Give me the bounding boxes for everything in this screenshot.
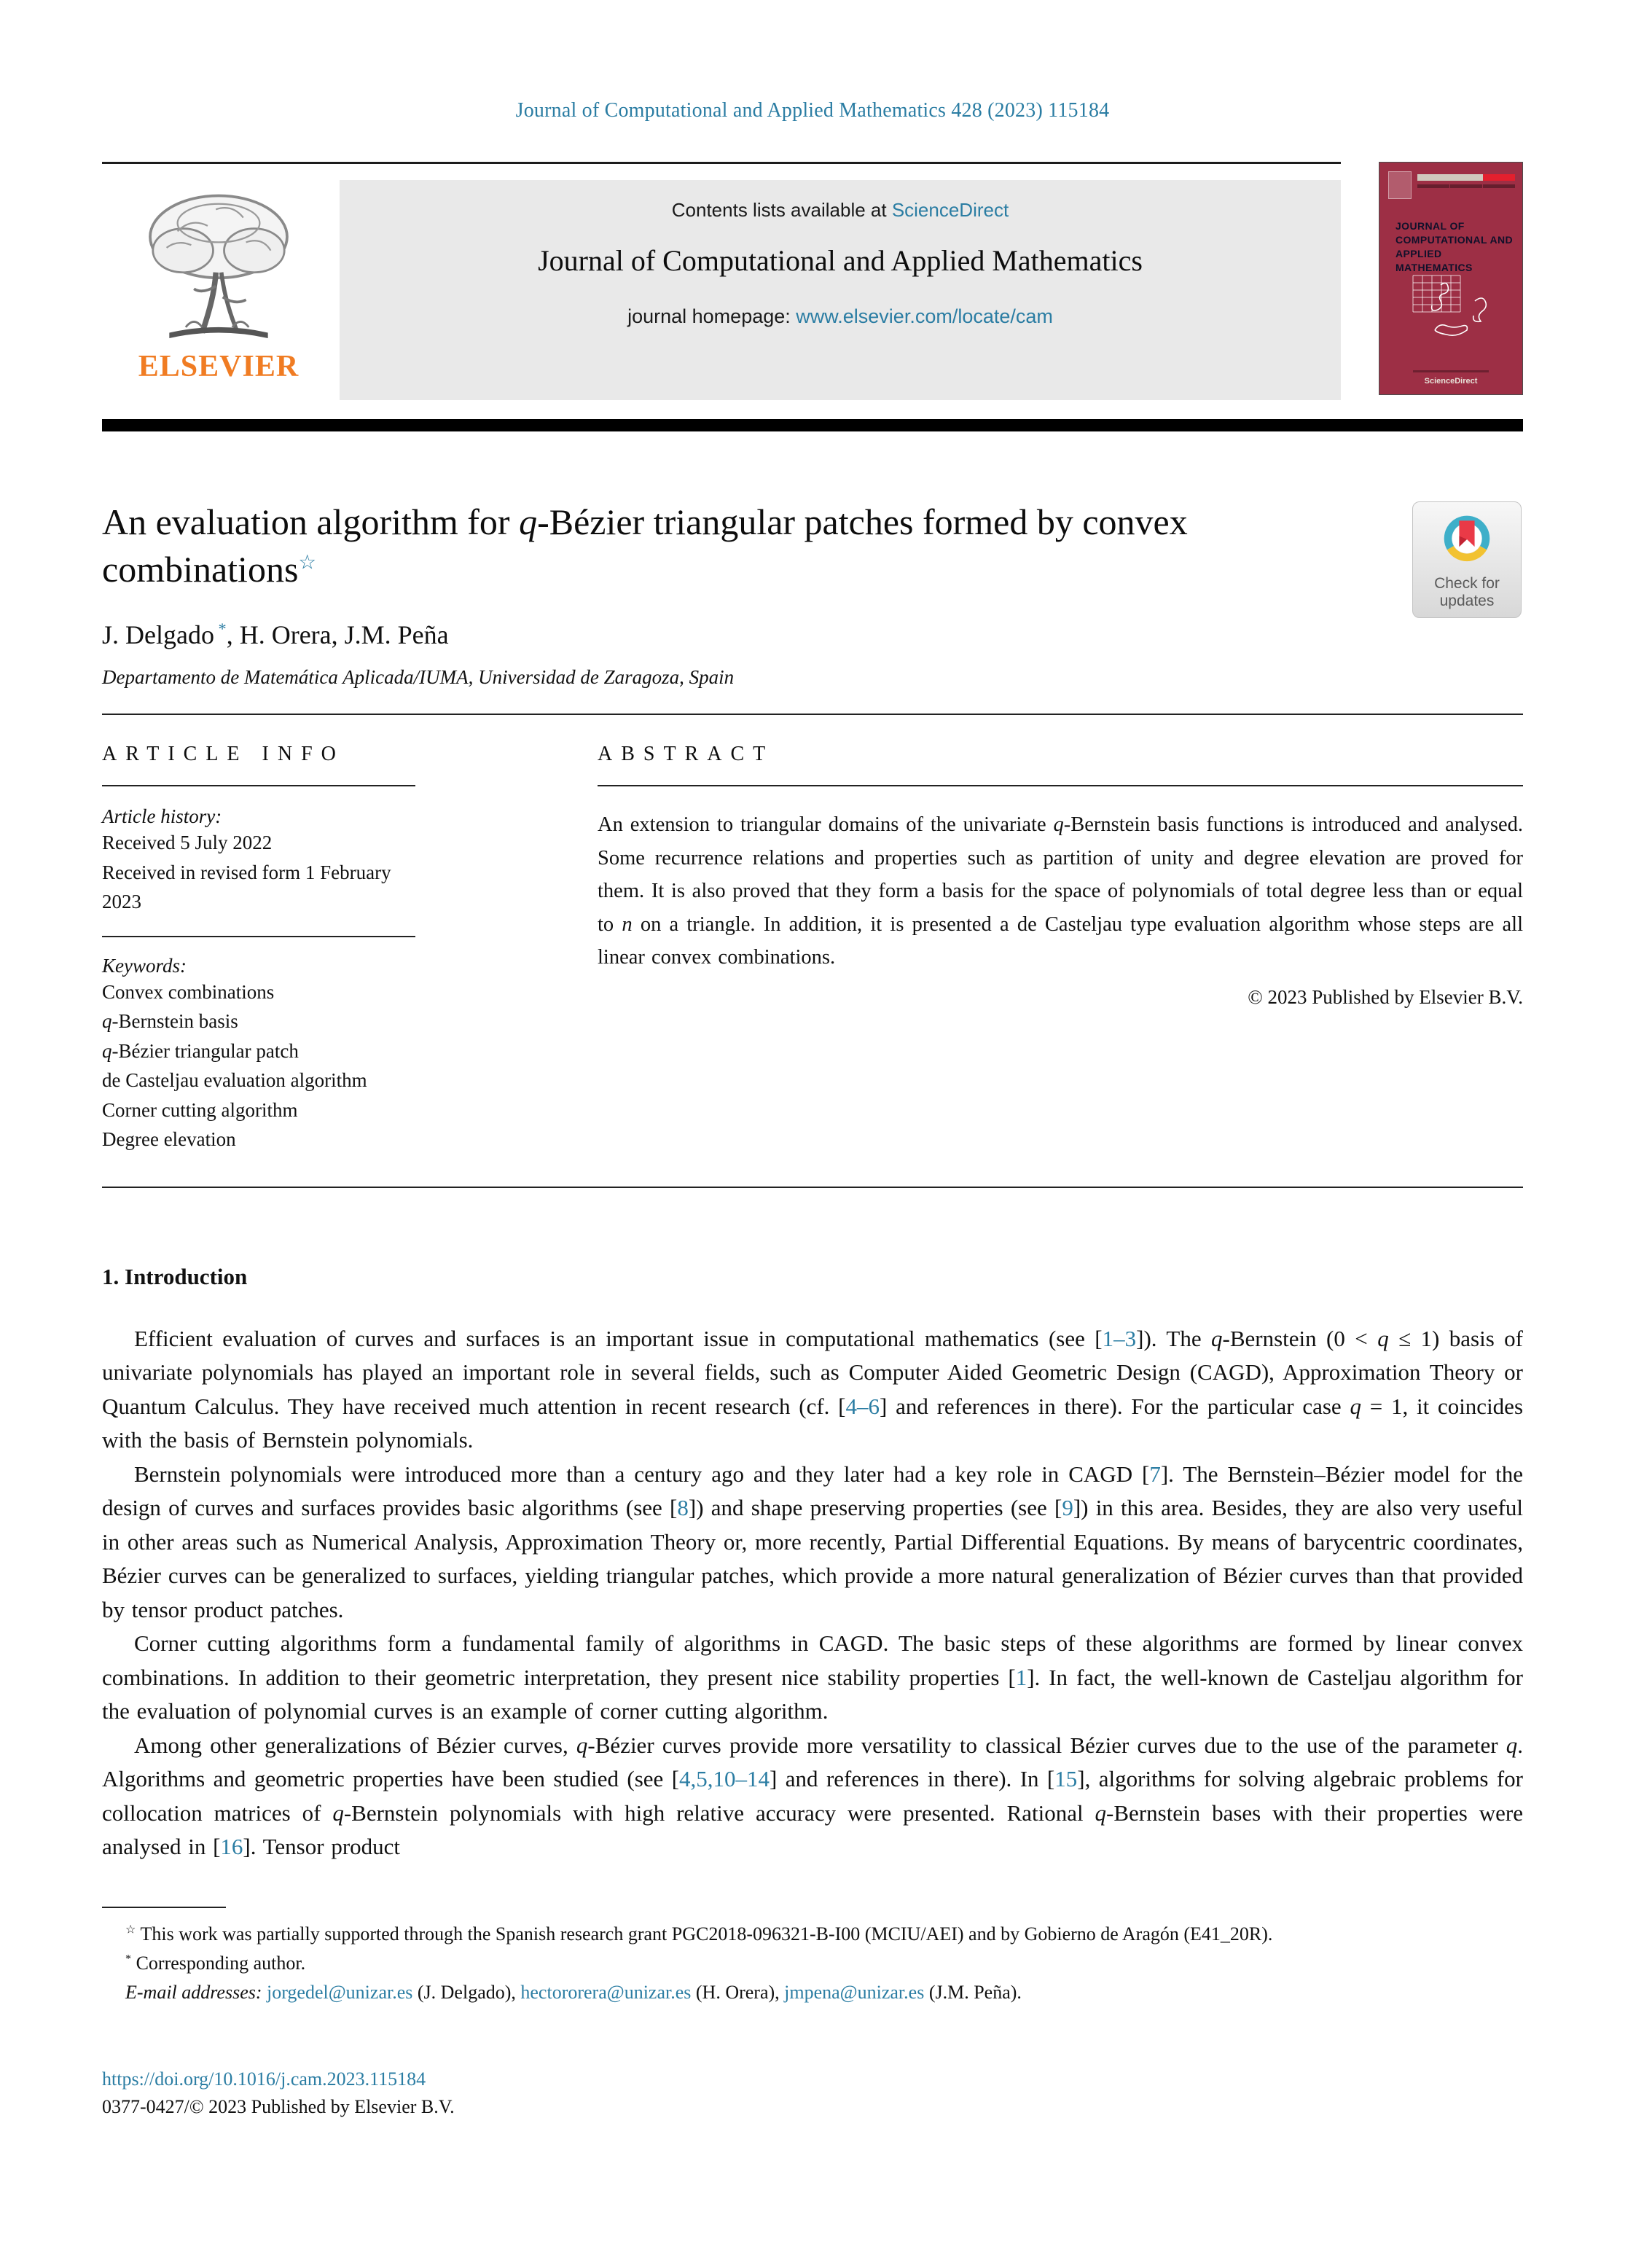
inline-link[interactable]: jorgedel@unizar.es (267, 1982, 413, 2004)
article-info-rule (102, 785, 415, 786)
journal-citation: Journal of Computational and Applied Mathematics 428 (2023) 115184 (515, 99, 1110, 122)
homepage-prefix: journal homepage: (627, 305, 796, 327)
check-for-updates-badge[interactable] (1412, 501, 1522, 618)
check-badge-text: Check for updates (1434, 575, 1500, 610)
inline-link[interactable]: 8 (677, 1495, 689, 1520)
inline-link[interactable]: * (214, 620, 227, 638)
intro-paragraph: Bernstein polynomials were introduced more than a century ago and they later had a key role in CAGD [7]. The Bernstein–Bézier model for the design of curves and surfaces provides basic algorithms (see [8]) and shape preserving properties (see [9]) in this area. Besides, they are also very useful in other areas such as Numerical Analysis, Approximation Theory or, more recently, Partial Differential Equations. By means of barycentric coordinates, Bézier curves can be generalized to surfaces, yielding triangular patches, which provide a more natural generalization of Bézier curves than that provided by tensor product patches. (102, 1461, 1524, 1622)
banner-journal-title: Journal of Computational and Applied Mathematics (538, 244, 1143, 277)
footnote-grant: ☆ This work was partially supported through the Spanish research grant PGC2018-096321-B-I00 (MCIU/AEI) and by Gobierno de Aragón (E41_20R). (125, 1923, 1273, 1945)
journal-banner (102, 162, 1523, 400)
article-info-column (102, 743, 415, 1154)
inline-link[interactable]: 15 (1054, 1766, 1078, 1791)
elsevier-logo (102, 180, 335, 400)
footnote-separator (102, 1907, 226, 1908)
banner-main (102, 162, 1341, 400)
section-heading-introduction: 1. Introduction (102, 1263, 248, 1289)
intro-paragraph: Corner cutting algorithms form a fundamental family of algorithms in CAGD. The basic steps of these algorithms are formed by linear convex combinations. In addition to their geometric interpretation, they present nice stability properties [1]. In fact, the well-known de Casteljau algorithm for the evaluation of polynomial curves is an example of corner cutting algorithm. (102, 1630, 1523, 1724)
cover-sciencedirect-label: ScienceDirect (1424, 377, 1478, 386)
inline-link[interactable]: 4,5,10–14 (679, 1766, 770, 1791)
author-list: J. Delgado *, H. Orera, J.M. Peña (102, 620, 449, 649)
abstract-column (598, 743, 1523, 1154)
homepage-link[interactable]: www.elsevier.com/locate/cam (796, 305, 1053, 327)
inline-link[interactable]: 7 (1149, 1461, 1161, 1487)
article-info-heading: ARTICLE INFO (102, 743, 345, 765)
inline-link[interactable]: ☆ (298, 550, 317, 574)
abstract-text: An extension to triangular domains of the univariate q-Bernstein basis functions is introduced and analysed. Some recurrence relations and properties such as partition of unity and degree elevation are proved for them. It is also proved that they form a basis for the space of polynomials of total degree less than or equal to n on a triangle. In addition, it is presented a de Casteljau type evaluation algorithm whose steps are all linear convex combinations. (598, 813, 1524, 969)
keyword-item: Corner cutting algorithm (102, 1098, 298, 1121)
rule-below-info (102, 1187, 1523, 1188)
banner-divider-bar (102, 419, 1523, 431)
inline-link[interactable]: 16 (220, 1834, 243, 1859)
history-item: Received in revised form 1 February 2023 (102, 861, 391, 912)
banner-gray-box (340, 180, 1341, 400)
keywords-label: Keywords: (102, 954, 187, 977)
inline-link[interactable]: jmpena@unizar.es (784, 1982, 925, 2004)
sciencedirect-link[interactable]: ScienceDirect (891, 199, 1009, 221)
intro-paragraph: Among other generalizations of Bézier curves, q-Bézier curves provide more versatility to classical Bézier curves due to the use of the parameter q. Algorithms and geometric properties have been studied (see [4,5,10–14] and references in there). In [15], algorithms for solving algebraic problems for collocation matrices of q-Bernstein polynomials with high relative accuracy were presented. Rational q-Bernstein bases with their properties were analysed in [16]. Tensor product (102, 1732, 1524, 1859)
issn-copyright-line: 0377-0427/© 2023 Published by Elsevier B.V. (102, 2096, 455, 2118)
keyword-item: q-Bézier triangular patch (102, 1039, 299, 1062)
elsevier-wordmark: ELSEVIER (138, 350, 300, 383)
cover-top-bar-accent (1483, 174, 1515, 181)
keywords-rule (102, 936, 415, 937)
inline-link[interactable]: hectororera@unizar.es (520, 1982, 692, 2004)
footnote-emails: E-mail addresses: jorgedel@unizar.es (J. Delgado), hectororera@unizar.es (H. Orera), jmpena@unizar.es (J.M. Peña). (125, 1982, 1022, 2004)
footnote-corresponding-author: * Corresponding author. (125, 1952, 306, 1974)
keyword-item: q-Bernstein basis (102, 1010, 238, 1032)
keyword-item: de Casteljau evaluation algorithm (102, 1069, 367, 1091)
contents-prefix: Contents lists available at (671, 199, 892, 221)
cover-journal-title: JOURNAL OF COMPUTATIONAL AND APPLIED MATHEMATICS (1395, 220, 1514, 273)
cover-elsevier-mark (1388, 171, 1412, 199)
history-item: Received 5 July 2022 (102, 832, 273, 853)
keyword-item: Convex combinations (102, 980, 275, 1003)
doi-link[interactable]: https://doi.org/10.1016/j.cam.2023.115184 (102, 2068, 426, 2090)
elsevier-tree-icon (135, 190, 302, 349)
article-history-label: Article history: (102, 805, 222, 827)
title-block (102, 499, 1523, 689)
keyword-item: Degree elevation (102, 1128, 236, 1150)
crossmark-icon (1438, 512, 1495, 569)
abstract-rule (598, 785, 1523, 786)
info-abstract-section (102, 715, 1523, 1154)
author-affiliation: Departamento de Matemática Aplicada/IUMA, Universidad de Zaragoza, Spain (102, 666, 735, 688)
abstract-copyright: © 2023 Published by Elsevier B.V. (1248, 985, 1523, 1008)
cover-meta-strips (1417, 184, 1515, 188)
contents-line (357, 199, 1323, 222)
cover-footer-line (1413, 370, 1489, 372)
inline-link[interactable]: 9 (1062, 1495, 1073, 1520)
intro-paragraph: Efficient evaluation of curves and surfaces is an important issue in computational mathematics (see [1–3]). The q-Bernstein (0 < q ≤ 1) basis of univariate polynomials has played an important role in several fields, such as Computer Aided Geometric Design (CAGD), Approximation Theory or Quantum Calculus. They have received much attention in recent research (cf. [4–6] and references in there). For the particular case q = 1, it coincides with the basis of Bernstein polynomials. (102, 1325, 1524, 1453)
cover-grid-art (1406, 272, 1500, 352)
journal-cover-thumbnail (1379, 162, 1523, 395)
footnote-block (102, 1920, 1523, 2008)
homepage-line (357, 305, 1323, 328)
inline-link[interactable]: 4–6 (845, 1393, 880, 1419)
inline-link[interactable]: 1 (1015, 1664, 1027, 1690)
article-title: An evaluation algorithm for q-Bézier triangular patches formed by convex combinations☆ (102, 501, 1188, 590)
inline-link[interactable]: 1–3 (1102, 1325, 1137, 1351)
abstract-heading: ABSTRACT (598, 743, 775, 765)
